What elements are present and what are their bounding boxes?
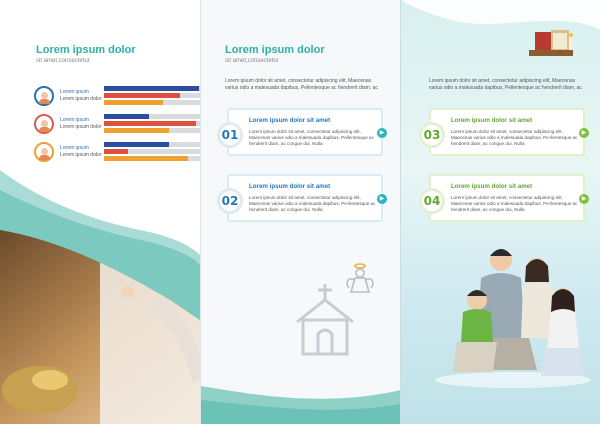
info-card (423, 108, 587, 156)
family-photo (433, 238, 593, 388)
card-body: Lorem ipsum dolor sit amet, consectetur adipiscing elit, Maecenas varius odio a malesuada dapibus, Pe-llentesque ac hendrerit diam, ac congue dui, Nulla (451, 195, 578, 213)
stat-label-primary: Lorem ipsum (60, 117, 89, 123)
progress-bar-fill (104, 142, 169, 147)
card-number: 04 (419, 188, 445, 214)
card-body: Lorem ipsum dolor sit amet, consectetur adipiscing elit, Maecenas varius odio a malesuada dapibus, Pe-llentesque ac hendrerit diam, ac congue dui, Nulla (249, 195, 376, 213)
stat-label-primary: Lorem ipsum (60, 145, 89, 151)
card-body: Lorem ipsum dolor sit amet, consectetur adipiscing elit, Maecenas varius odio a malesuada dapibus, Pellentesque ac hendrerit diam, ac congue dui, Nulla (249, 129, 374, 147)
arrow-right-icon: ▶ (377, 194, 387, 204)
card-title: Lorem ipsum dolor sit amet (249, 117, 331, 124)
panel2-subtitle: sit amet,consectetur (225, 58, 279, 64)
stat-bars (104, 114, 200, 135)
progress-bar (104, 100, 200, 105)
person-avatar-icon (34, 114, 54, 134)
progress-bar-fill (104, 128, 169, 133)
progress-bar (104, 121, 200, 126)
card-title: Lorem ipsum dolor sit amet (249, 183, 331, 190)
stat-row (34, 86, 184, 108)
stat-bars (104, 86, 200, 107)
info-card (423, 174, 587, 222)
progress-bar-fill (104, 114, 149, 119)
panel-right (400, 0, 600, 424)
stat-label-primary: Lorem ipsum (60, 89, 89, 95)
card-title: Lorem ipsum dolor sit amet (451, 117, 533, 124)
panel2-intro: Lorem ipsum dolor sit amet, consectetur adipiscing elit, Maecenas varius odio a malesuada dapibus, Pellentesque ac hendrerit diam, ac (225, 78, 378, 91)
card-number: 02 (217, 188, 243, 214)
books-icon (527, 26, 579, 60)
stat-label-secondary: Lorem ipsum dolor (60, 96, 102, 102)
angel-icon (343, 262, 377, 298)
panel1-subtitle: sit amet,consectetur (36, 58, 90, 64)
stat-row (34, 114, 184, 136)
progress-bar (104, 93, 200, 98)
panel-left (0, 0, 200, 424)
progress-bar-fill (104, 93, 180, 98)
panel3-intro: Lorem ipsum dolor sit amet, consectetur adipiscing elit, Maecenas varius odio a malesuada dapibus, Pellentesque ac hendrerit diam, ac (429, 78, 582, 91)
progress-bar-fill (104, 149, 128, 154)
arrow-right-icon: ▶ (579, 128, 589, 138)
panel1-title: Lorem ipsum dolor (36, 44, 136, 56)
progress-bar (104, 142, 200, 147)
person-avatar-icon (34, 86, 54, 106)
info-card (221, 108, 385, 156)
communion-photo (0, 230, 200, 424)
info-card (221, 174, 385, 222)
stat-label-secondary: Lorem ipsum dolor (60, 152, 102, 158)
progress-bar-fill (104, 86, 199, 91)
panel2-title: Lorem ipsum dolor (225, 44, 325, 56)
arrow-right-icon: ▶ (579, 194, 589, 204)
progress-bar-fill (104, 100, 163, 105)
teal-wave-decoration (201, 380, 400, 424)
stat-label-secondary: Lorem ipsum dolor (60, 124, 102, 130)
progress-bar (104, 149, 200, 154)
progress-bar (104, 86, 200, 91)
progress-bar-fill (104, 121, 196, 126)
progress-bar (104, 128, 200, 133)
card-body: Lorem ipsum dolor sit amet, consectetur adipiscing elit, Maecenas varius odio a malesuada dapibus, Pe-llentesque ac hendrerit diam, ac congue dui, Nulla (451, 129, 578, 147)
panel-middle (200, 0, 400, 424)
card-number: 03 (419, 122, 445, 148)
card-title: Lorem ipsum dolor sit amet (451, 183, 533, 190)
card-number: 01 (217, 122, 243, 148)
progress-bar (104, 114, 200, 119)
arrow-right-icon: ▶ (377, 128, 387, 138)
person-avatar-icon (34, 142, 54, 162)
